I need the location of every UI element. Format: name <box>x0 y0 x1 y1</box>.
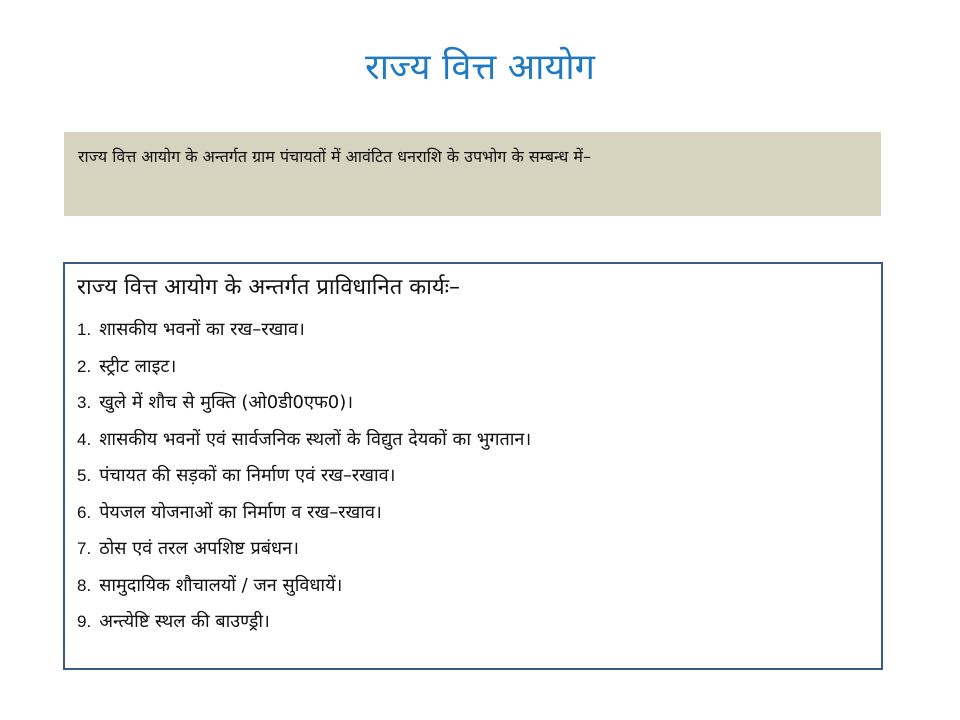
works-list-item <box>77 568 871 605</box>
subject-text: राज्य वित्त आयोग के अन्तर्गत ग्राम पंचायतों में आवंटित धनराशि के उपभोग के सम्बन्ध में– <box>78 147 591 166</box>
works-list-item <box>77 385 871 422</box>
item-text: पेयजल योजनाओं का निर्माण व रख–रखाव। <box>99 501 382 523</box>
works-list-item <box>77 495 871 532</box>
item-number: 7. <box>77 539 92 558</box>
works-list-item <box>77 531 871 568</box>
works-heading: राज्य वित्त आयोग के अन्तर्गत प्राविधानित कार्यः– <box>77 275 461 300</box>
item-text: अन्त्येष्टि स्थल की बाउण्ड्री। <box>99 611 270 632</box>
item-text: शासकीय भवनों एवं सार्वजनिक स्थलों के विद्युत देयकों का भुगतान। <box>99 428 532 450</box>
item-number: 8. <box>77 575 92 595</box>
item-text: शासकीय भवनों का रख–रखाव। <box>99 319 305 340</box>
works-list-item <box>77 312 871 349</box>
item-text: पंचायत की सड़कों का निर्माण एवं रख–रखाव। <box>99 465 396 486</box>
item-number: 3. <box>77 393 92 412</box>
item-number: 2. <box>77 356 92 376</box>
works-list-item <box>77 458 871 495</box>
item-number: 5. <box>77 466 92 485</box>
item-text: सामुदायिक शौचालयों / जन सुविधायें। <box>99 574 343 596</box>
item-number: 4. <box>77 429 92 449</box>
item-text: स्ट्रीट लाइट। <box>99 355 177 377</box>
item-number: 1. <box>77 320 92 339</box>
works-list-item <box>77 604 871 641</box>
works-box <box>63 262 883 670</box>
item-text: खुले में शौच से मुक्ति (ओ0डी0एफ0)। <box>99 392 354 413</box>
works-list-item <box>77 422 871 459</box>
subject-box <box>64 132 881 216</box>
item-number: 6. <box>77 502 92 522</box>
works-list <box>77 312 871 641</box>
item-number: 9. <box>77 612 92 631</box>
item-text: ठोस एवं तरल अपशिष्ट प्रबंधन। <box>99 538 299 559</box>
slide-title: राज्य वित्त आयोग <box>365 47 595 88</box>
works-list-item <box>77 349 871 386</box>
